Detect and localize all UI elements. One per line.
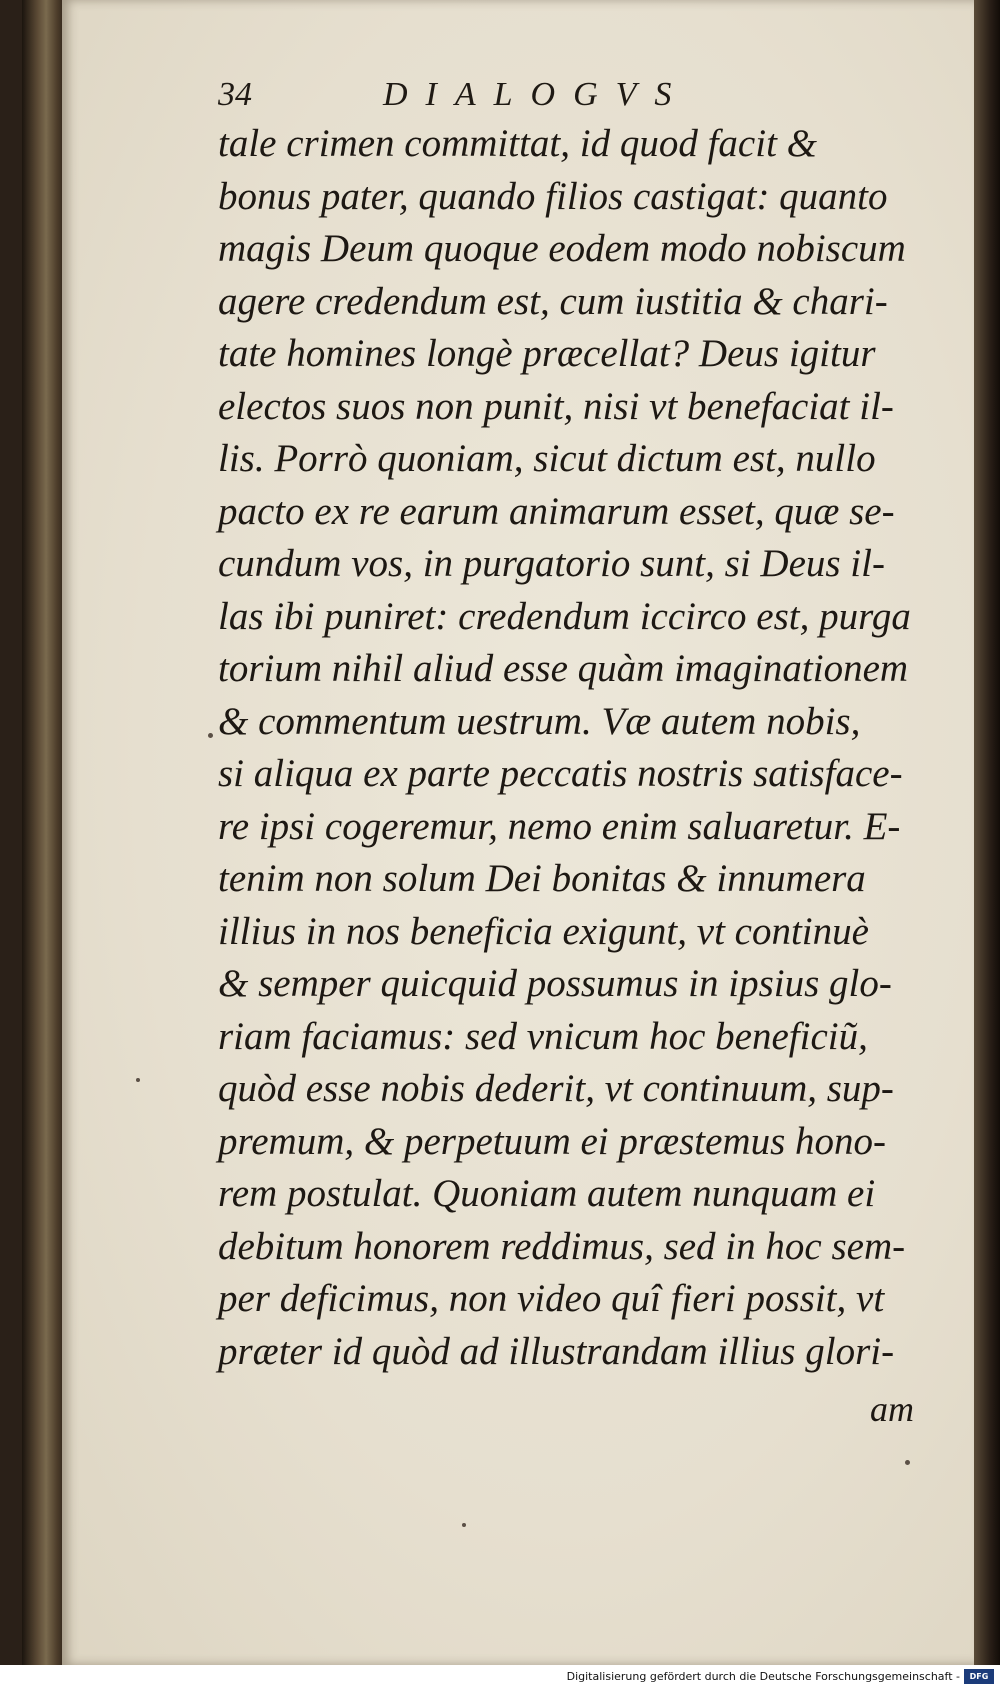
- text-line: cundum vos, in purgatorio sunt, si Deus il-: [218, 542, 885, 585]
- text-line: quòd esse nobis dederit, vt continuum, sup-: [218, 1067, 894, 1110]
- dfg-logo: DFG: [964, 1669, 994, 1684]
- text-line: electos suos non punit, nisi vt benefaciat il-: [218, 384, 894, 428]
- catchword: am: [870, 1389, 914, 1429]
- text-line: torium nihil aliud esse quàm imaginationem: [218, 647, 909, 690]
- text-line: rem postulat. Quoniam autem nunquam ei: [218, 1172, 876, 1215]
- running-title: DIALOGVS: [383, 76, 690, 113]
- text-line: & semper quicquid possumus in ipsius glo-: [218, 962, 892, 1005]
- paper-spot: [208, 733, 213, 738]
- paper-spot: [905, 1460, 910, 1465]
- book-edge: [974, 0, 1000, 1665]
- page-number: 34: [218, 76, 252, 113]
- text-line: si aliqua ex parte peccatis nostris satisface-: [218, 752, 903, 795]
- text-line: debitum honorem reddimus, sed in hoc sem-: [218, 1224, 906, 1268]
- text-line: tenim non solum Dei bonitas & innumera: [218, 857, 866, 900]
- text-line: illius in nos beneficia exigunt, vt continuè: [218, 909, 869, 953]
- footer-credit: Digitalisierung gefördert durch die Deutsche Forschungsgemeinschaft -: [566, 1670, 960, 1683]
- text-line: per deficimus, non video quî fieri possit, vt: [218, 1277, 885, 1320]
- text-line: premum, & perpetuum ei præstemus hono-: [218, 1119, 886, 1163]
- paper-spot: [136, 1078, 140, 1082]
- text-line: las ibi puniret: credendum iccirco est, purga: [218, 594, 911, 638]
- body-text: [218, 118, 933, 1378]
- text-line: & commentum uestrum. Væ autem nobis,: [218, 699, 861, 743]
- running-head: [218, 70, 778, 120]
- text-line: magis Deum quoque eodem modo nobiscum: [218, 227, 906, 270]
- text-line: tale crimen committat, id quod facit &: [218, 122, 817, 165]
- text-line: pacto ex re earum animarum esset, quæ se-: [218, 489, 895, 533]
- text-line: lis. Porrò quoniam, sicut dictum est, nullo: [218, 437, 876, 480]
- book-spine: [22, 0, 66, 1665]
- text-line: tate homines longè præcellat? Deus igitur: [218, 332, 876, 375]
- text-line: bonus pater, quando filios castigat: quanto: [218, 174, 888, 218]
- text-line: riam faciamus: sed vnicum hoc beneficiũ,: [218, 1014, 868, 1058]
- footer-bar: [0, 1665, 1000, 1690]
- text-line: agere credendum est, cum iustitia & chari-: [218, 279, 888, 323]
- text-line: re ipsi cogeremur, nemo enim saluaretur. E-: [218, 804, 901, 848]
- text-line: præter id quòd ad illustrandam illius glori-: [218, 1329, 895, 1373]
- paper-spot: [462, 1523, 466, 1527]
